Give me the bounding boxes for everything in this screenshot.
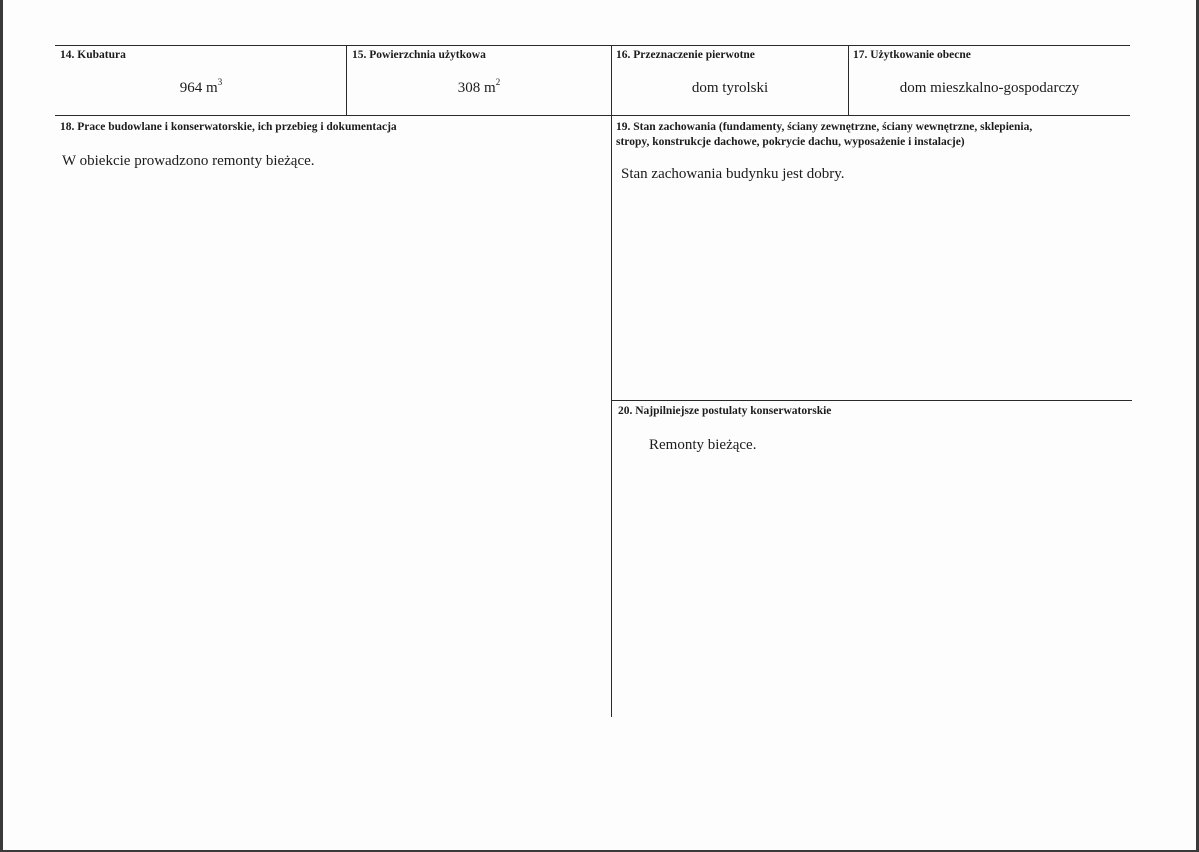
postulaty-value: Remonty bieżące.: [649, 437, 757, 453]
przeznaczenie-value: dom tyrolski: [691, 80, 769, 96]
prace-value: W obiekcie prowadzono remonty bieżące.: [62, 153, 315, 169]
przeznaczenie-label: 16. Przeznaczenie pierwotne: [616, 49, 755, 61]
powierzchnia-number: 308 m: [457, 80, 496, 96]
stan-label-line1: 19. Stan zachowania (fundamenty, ściany zewnętrzne, ściany wewnętrzne, sklepienia,: [616, 121, 1033, 133]
powierzchnia-value: [347, 79, 611, 97]
uzytkowanie-value: dom mieszkalno-gospodarczy: [899, 80, 1080, 96]
kubatura-unit-exponent: 3: [217, 77, 223, 87]
divider-main: [611, 45, 612, 717]
kubatura-number: 964 m: [179, 80, 218, 96]
powierzchnia-unit-exponent: 2: [495, 77, 501, 87]
top-rule: [55, 45, 1130, 46]
section20-top-rule: [612, 400, 1132, 401]
postulaty-label: 20. Najpilniejsze postulaty konserwatorskie: [618, 405, 832, 417]
kubatura-value: [56, 79, 346, 97]
stan-value: Stan zachowania budynku jest dobry.: [621, 166, 845, 182]
kubatura-label: 14. Kubatura: [60, 49, 126, 61]
uzytkowanie-label: 17. Użytkowanie obecne: [853, 49, 971, 61]
row1-bottom-rule: [55, 115, 1130, 116]
prace-label: 18. Prace budowlane i konserwatorskie, ich przebieg i dokumentacja: [60, 121, 397, 133]
powierzchnia-label: 15. Powierzchnia użytkowa: [352, 49, 486, 61]
scan-edge-left: [0, 0, 3, 852]
stan-label-line2: stropy, konstrukcje dachowe, pokrycie dachu, wyposażenie i instalacje): [616, 136, 965, 148]
